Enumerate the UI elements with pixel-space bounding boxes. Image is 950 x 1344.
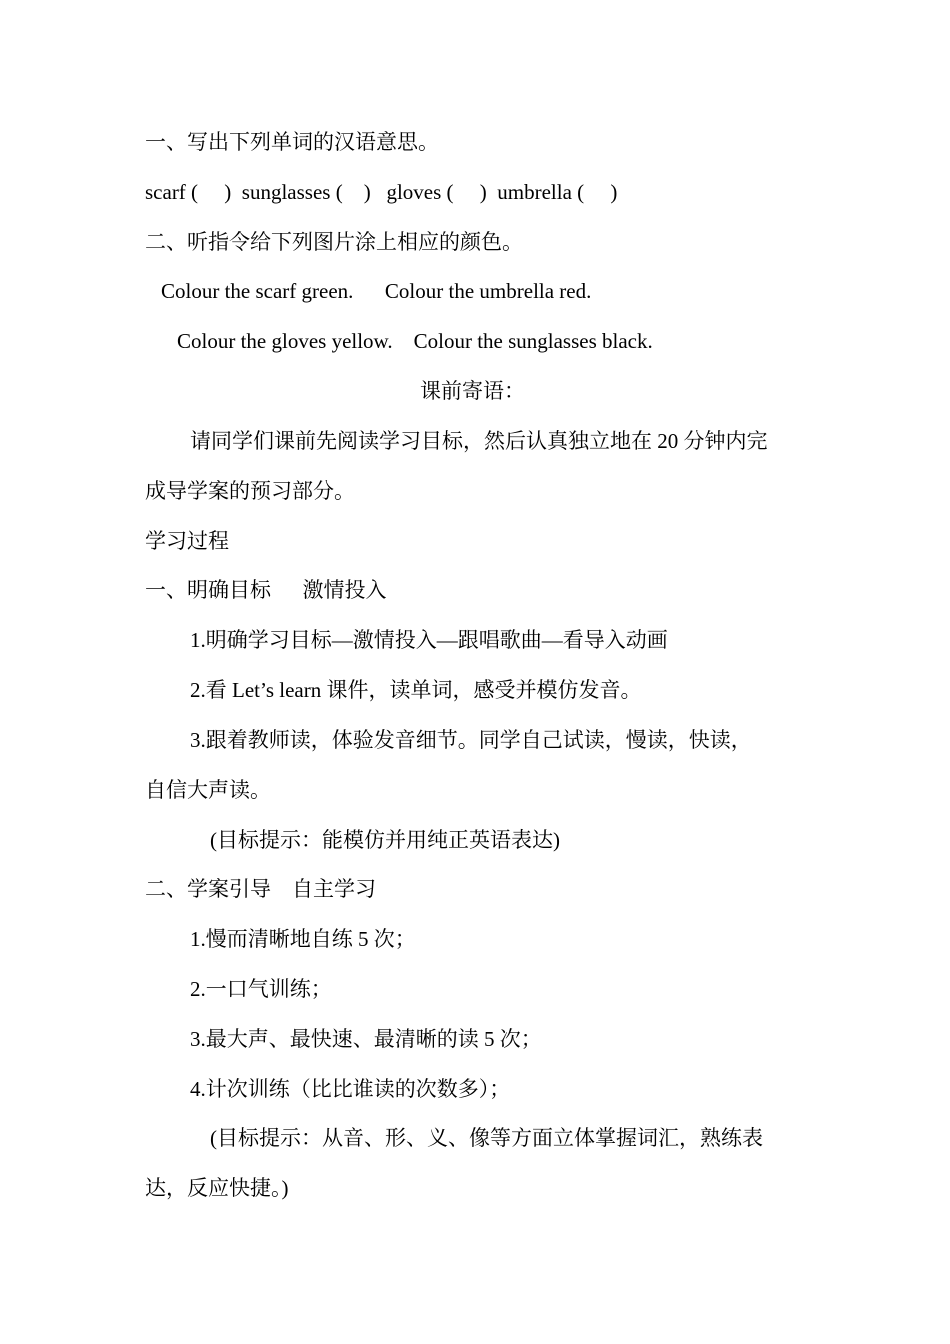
part2-item-4: 4.计次训练（比比谁读的次数多）；	[190, 1077, 511, 1101]
instruction-line-1: Colour the scarf green. Colour the umbrella red.	[161, 279, 592, 303]
part2-item-2: 2.一口气训练；	[190, 977, 332, 1001]
section1-heading: 一、写出下列单词的汉语意思。	[145, 130, 439, 154]
part1-item-2: 2.看 Let’s learn 课件，读单词，感受并模仿发音。	[190, 678, 642, 702]
process-title: 学习过程	[145, 529, 229, 553]
part1-tip: (目标提示：能模仿并用纯正英语表达)	[210, 828, 560, 852]
part1-item-3-line-2: 自信大声读。	[145, 778, 271, 802]
part2-tip-line-2: 达，反应快捷。)	[145, 1176, 289, 1200]
part1-heading: 一、明确目标 激情投入	[145, 578, 387, 602]
preclass-text-line-2: 成导学案的预习部分。	[145, 479, 355, 503]
part2-item-1: 1.慢而清晰地自练 5 次；	[190, 927, 416, 951]
section2-heading: 二、听指令给下列图片涂上相应的颜色。	[145, 230, 523, 254]
vocab-line: scarf ( ) sunglasses ( ) gloves ( ) umbrella ( )	[145, 180, 618, 204]
part2-item-3: 3.最大声、最快速、最清晰的读 5 次；	[190, 1027, 542, 1051]
part2-heading: 二、学案引导 自主学习	[145, 877, 376, 901]
instruction-line-2: Colour the gloves yellow. Colour the sunglasses black.	[177, 329, 653, 353]
preclass-text-line-1: 请同学们课前先阅读学习目标，然后认真独立地在 20 分钟内完	[190, 429, 768, 453]
part1-item-3-line-1: 3.跟着教师读，体验发音细节。同学自己试读，慢读，快读，	[190, 728, 752, 752]
part2-tip-line-1: (目标提示：从音、形、义、像等方面立体掌握词汇，熟练表	[210, 1126, 763, 1150]
preclass-title: 课前寄语：	[420, 379, 525, 403]
part1-item-1: 1.明确学习目标—激情投入—跟唱歌曲—看导入动画	[190, 628, 668, 652]
